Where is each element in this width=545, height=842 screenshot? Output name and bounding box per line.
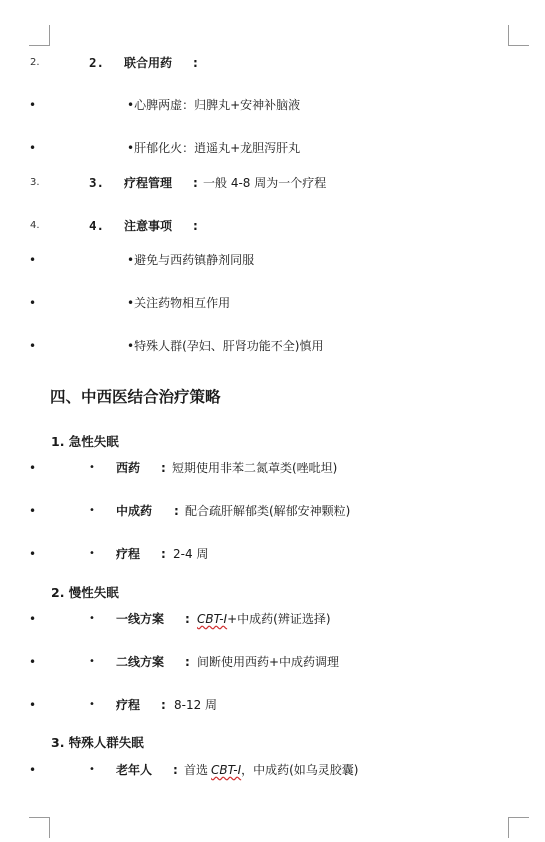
bullet-marker: • bbox=[29, 547, 37, 561]
bullet-text: •特殊人群(孕妇、肝肾功能不全)慎用 bbox=[127, 339, 324, 353]
crop-mark-top-left bbox=[29, 25, 50, 46]
bullet-text: •心脾两虚：归脾丸+安神补脑液 bbox=[127, 98, 301, 112]
sub-bullet bbox=[0, 250, 545, 270]
sub-bullet bbox=[0, 138, 545, 158]
margin-number: 4. bbox=[30, 220, 40, 231]
strategy-row bbox=[0, 544, 545, 564]
row-colon: : bbox=[185, 612, 190, 626]
strategy-row bbox=[0, 652, 545, 672]
strategy-row bbox=[0, 695, 545, 715]
bullet-marker: • bbox=[29, 141, 37, 155]
row-colon: : bbox=[161, 461, 166, 475]
list-item-3 bbox=[0, 173, 545, 193]
item-number: 2. bbox=[89, 55, 105, 70]
section-heading: 四、中西医结合治疗策略 bbox=[50, 388, 221, 406]
row-label: 二线方案 bbox=[116, 655, 165, 669]
bullet-marker: • bbox=[29, 504, 37, 518]
sub-bullet bbox=[0, 293, 545, 313]
row-text bbox=[184, 760, 359, 780]
row-label: 疗程 bbox=[116, 547, 141, 561]
sub-bullet bbox=[0, 95, 545, 115]
bullet-marker: • bbox=[29, 339, 37, 353]
item-number: 4. bbox=[89, 218, 105, 233]
inner-bullet: • bbox=[89, 548, 95, 559]
row-label: 疗程 bbox=[116, 698, 141, 712]
row-text: 配合疏肝解郁类(解郁安神颗粒) bbox=[185, 504, 351, 518]
spellcheck-term: CBT-I bbox=[211, 763, 242, 777]
item-label: 联合用药 bbox=[124, 56, 173, 70]
margin-number: 2. bbox=[30, 57, 40, 68]
item-colon: : bbox=[193, 176, 198, 190]
sub-bullet bbox=[0, 336, 545, 356]
bullet-marker: • bbox=[29, 763, 37, 777]
item-colon: : bbox=[193, 219, 198, 233]
row-text: 2-4 周 bbox=[173, 547, 209, 561]
crop-mark-top-right bbox=[508, 25, 529, 46]
inner-bullet: • bbox=[89, 764, 95, 775]
row-colon: : bbox=[185, 655, 190, 669]
row-text-pre: 首选 bbox=[184, 763, 209, 777]
strategy-row bbox=[0, 760, 545, 780]
strategy-row bbox=[0, 609, 545, 629]
strategy-row bbox=[0, 501, 545, 521]
crop-mark-bottom-left bbox=[29, 817, 50, 838]
row-label: 西药 bbox=[116, 461, 141, 475]
row-text: 8-12 周 bbox=[174, 698, 218, 712]
inner-bullet: • bbox=[89, 462, 95, 473]
bullet-marker: • bbox=[29, 461, 37, 475]
bullet-marker: • bbox=[29, 253, 37, 267]
inner-bullet: • bbox=[89, 505, 95, 516]
row-label: 一线方案 bbox=[116, 612, 165, 626]
item-colon: : bbox=[193, 56, 198, 70]
row-text bbox=[197, 609, 331, 629]
row-colon: : bbox=[161, 698, 166, 712]
bullet-marker: • bbox=[29, 98, 37, 112]
crop-mark-bottom-right bbox=[508, 817, 529, 838]
strategy-row bbox=[0, 458, 545, 478]
subsection-title-chronic: 2. 慢性失眠 bbox=[51, 585, 119, 600]
row-text-rest: ，中成药(如乌灵胶囊) bbox=[241, 763, 359, 777]
bullet-marker: • bbox=[29, 612, 37, 626]
subsection-title-acute: 1. 急性失眠 bbox=[51, 434, 119, 449]
item-number: 3. bbox=[89, 175, 105, 190]
bullet-marker: • bbox=[29, 296, 37, 310]
inner-bullet: • bbox=[89, 613, 95, 624]
row-label: 中成药 bbox=[116, 504, 153, 518]
margin-number: 3. bbox=[30, 177, 40, 188]
bullet-text: •肝郁化火：逍遥丸+龙胆泻肝丸 bbox=[127, 141, 301, 155]
row-colon: : bbox=[173, 763, 178, 777]
row-text: 短期使用非苯二氮䓬类(唑吡坦) bbox=[172, 461, 338, 475]
item-label: 疗程管理 bbox=[124, 176, 173, 190]
row-text: 间断使用西药+中成药调理 bbox=[197, 655, 340, 669]
list-item-2 bbox=[0, 53, 545, 73]
item-label: 注意事项 bbox=[124, 219, 173, 233]
inner-bullet: • bbox=[89, 699, 95, 710]
row-colon: : bbox=[161, 547, 166, 561]
spellcheck-term: CBT-I bbox=[197, 612, 228, 626]
row-text-rest: +中成药(辨证选择) bbox=[227, 612, 331, 626]
row-colon: : bbox=[174, 504, 179, 518]
bullet-text: •避免与西药镇静剂同服 bbox=[127, 253, 255, 267]
list-item-4 bbox=[0, 216, 545, 236]
item-text: 一般 4-8 周为一个疗程 bbox=[203, 176, 327, 190]
bullet-text: •关注药物相互作用 bbox=[127, 296, 231, 310]
subsection-title-special: 3. 特殊人群失眠 bbox=[51, 735, 144, 750]
inner-bullet: • bbox=[89, 656, 95, 667]
row-label: 老年人 bbox=[116, 763, 153, 777]
bullet-marker: • bbox=[29, 655, 37, 669]
bullet-marker: • bbox=[29, 698, 37, 712]
